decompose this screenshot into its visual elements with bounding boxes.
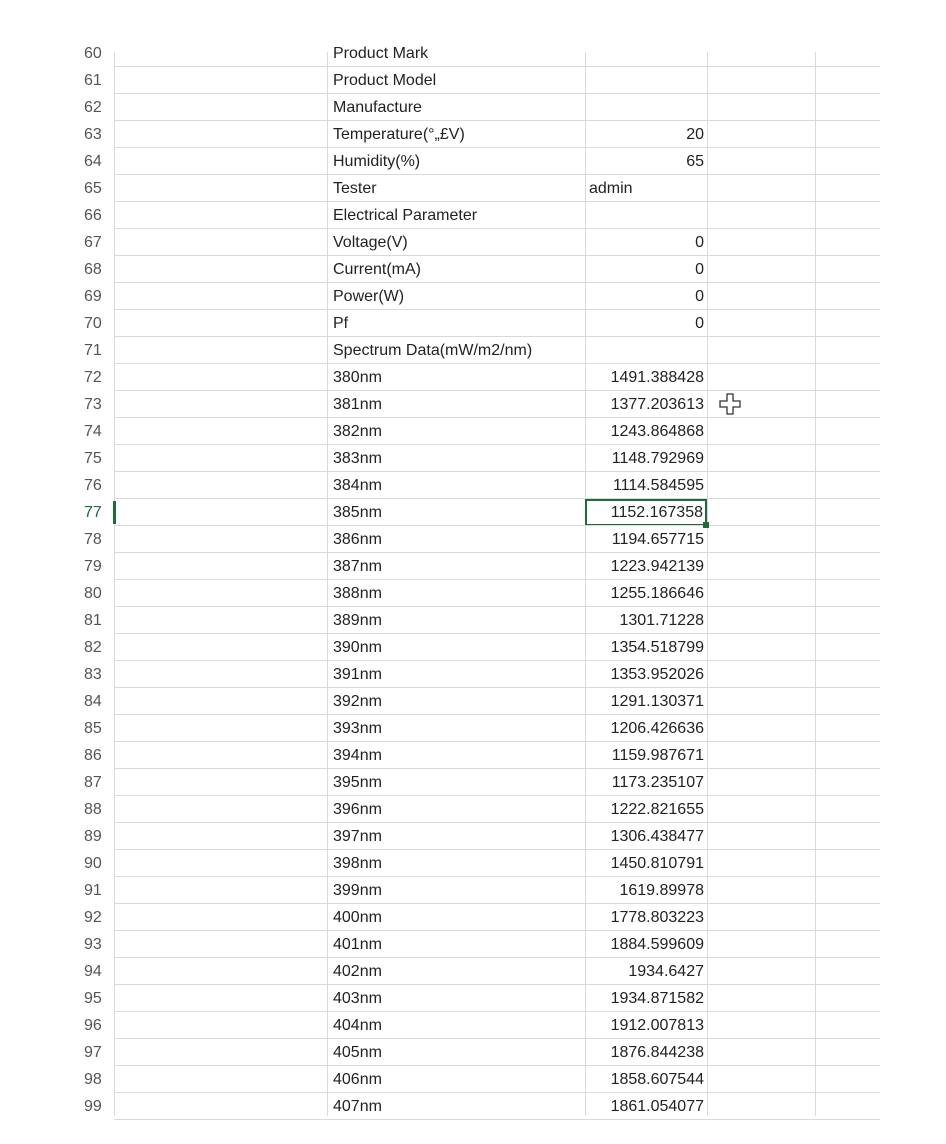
cell-value[interactable]: 1861.054077 [610,1098,704,1115]
table-row[interactable] [0,985,946,1012]
table-row[interactable] [0,472,946,499]
cell-value[interactable] [585,202,707,229]
row-number[interactable]: 89 [84,828,102,845]
table-row[interactable] [0,742,946,769]
cell-label[interactable]: Product Mark [333,45,429,62]
row-number[interactable]: 74 [84,423,102,440]
cell-value[interactable]: 1291.130371 [610,693,704,710]
cell-label[interactable]: Electrical Parameter [333,207,478,224]
row-number[interactable]: 61 [84,72,102,89]
cell-value[interactable]: admin [589,180,633,197]
cell-label[interactable]: Manufacture [333,99,422,116]
cell-value[interactable]: 1194.657715 [611,531,704,548]
cell-label[interactable]: Spectrum Data(mW/m2/nm) [333,342,533,359]
cell-value[interactable]: 1491.388428 [610,369,704,386]
cell-label[interactable]: 405nm [333,1044,382,1061]
cell-label[interactable]: 386nm [333,531,382,548]
cell-value[interactable]: 1255.186646 [610,585,704,602]
row-number[interactable]: 70 [84,315,102,332]
cell-label[interactable]: 383nm [333,450,382,467]
cell-label[interactable]: 380nm [333,369,382,386]
table-row[interactable] [0,634,946,661]
row-number[interactable]: 86 [84,747,102,764]
cell-label[interactable]: Pf [333,315,349,332]
table-row[interactable] [0,499,946,526]
row-number[interactable]: 95 [84,990,102,1007]
row-number[interactable]: 71 [84,342,102,359]
cell-value[interactable]: 1353.952026 [610,666,704,683]
cell-label[interactable]: Power(W) [333,288,405,305]
cell-value[interactable]: 1934.871582 [610,990,704,1007]
table-row[interactable] [0,553,946,580]
cell-label[interactable]: 384nm [333,477,382,494]
row-number[interactable]: 78 [84,531,102,548]
cell-value[interactable]: 0 [695,234,704,251]
cell-label[interactable]: 390nm [333,639,382,656]
row-number[interactable]: 82 [84,639,102,656]
table-row[interactable] [0,931,946,958]
row-number[interactable]: 62 [84,99,102,116]
row-number[interactable]: 76 [84,477,102,494]
table-row[interactable] [0,175,946,202]
table-row[interactable] [0,823,946,850]
cell-label[interactable]: Temperature(°„£V) [333,126,465,143]
cell-label[interactable]: 407nm [333,1098,382,1115]
table-row[interactable] [0,364,946,391]
cell-value[interactable]: 1354.518799 [610,639,704,656]
row-number[interactable]: 66 [84,207,102,224]
cell-label[interactable]: 406nm [333,1071,382,1088]
cell-value[interactable]: 20 [686,126,704,143]
cell-value[interactable] [585,337,707,364]
cell-label[interactable]: 392nm [333,693,382,710]
row-number[interactable]: 96 [84,1017,102,1034]
cell-label[interactable]: 398nm [333,855,382,872]
row-number[interactable]: 60 [84,45,102,62]
table-row[interactable] [0,202,946,229]
cell-value[interactable]: 1173.235107 [611,774,704,791]
cell-value[interactable]: 1619.89978 [619,882,704,899]
row-number[interactable]: 64 [84,153,102,170]
cell-value[interactable]: 1912.007813 [610,1017,704,1034]
table-row[interactable] [0,283,946,310]
table-row[interactable] [0,688,946,715]
cell-value[interactable]: 1306.438477 [610,828,704,845]
cell-value[interactable]: 1377.203613 [610,396,704,413]
cell-value[interactable]: 1222.821655 [610,801,704,818]
cell-value[interactable] [585,67,707,94]
cell-value[interactable]: 1114.584595 [612,477,704,494]
row-number[interactable]: 65 [84,180,102,197]
cell-value[interactable]: 1148.792969 [611,450,704,467]
row-number[interactable]: 87 [84,774,102,791]
cell-value[interactable]: 0 [695,261,704,278]
row-number[interactable]: 97 [84,1044,102,1061]
cell-value[interactable] [585,40,707,67]
table-row[interactable] [0,310,946,337]
table-row[interactable] [0,1066,946,1093]
cell-label[interactable]: Product Model [333,72,437,89]
cell-value[interactable]: 1243.864868 [610,423,704,440]
cell-label[interactable]: 389nm [333,612,382,629]
cell-value[interactable]: 0 [695,315,704,332]
cell-value[interactable]: 1858.607544 [610,1071,704,1088]
table-row[interactable] [0,67,946,94]
table-row[interactable] [0,796,946,823]
cell-value[interactable]: 1876.844238 [610,1044,704,1061]
cell-value[interactable]: 1884.599609 [610,936,704,953]
cell-label[interactable]: 393nm [333,720,382,737]
cell-label[interactable]: 397nm [333,828,382,845]
table-row[interactable] [0,715,946,742]
cell-label[interactable]: 399nm [333,882,382,899]
table-row[interactable] [0,148,946,175]
table-row[interactable] [0,94,946,121]
row-number[interactable]: 98 [84,1071,102,1088]
table-row[interactable] [0,661,946,688]
row-number[interactable]: 84 [84,693,102,710]
row-number[interactable]: 92 [84,909,102,926]
cell-label[interactable]: 395nm [333,774,382,791]
row-number[interactable]: 69 [84,288,102,305]
cell-value[interactable]: 0 [695,288,704,305]
active-row-indicator [113,501,116,524]
cell-value[interactable]: 65 [686,153,704,170]
cell-label[interactable]: 403nm [333,990,382,1007]
table-row[interactable] [0,418,946,445]
table-row[interactable] [0,904,946,931]
table-row[interactable] [0,40,946,67]
cell-label[interactable]: 385nm [333,504,382,521]
row-number[interactable]: 67 [84,234,102,251]
table-row[interactable] [0,526,946,553]
table-row[interactable] [0,229,946,256]
row-number[interactable]: 68 [84,261,102,278]
cell-label[interactable]: 402nm [333,963,382,980]
table-row[interactable] [0,1012,946,1039]
row-number[interactable]: 83 [84,666,102,683]
cell-label[interactable]: 381nm [333,396,382,413]
cell-label[interactable]: Humidity(%) [333,153,421,170]
cell-value[interactable]: 1223.942139 [610,558,704,575]
row-number[interactable]: 91 [84,882,102,899]
row-number[interactable]: 79 [84,558,102,575]
row-number[interactable]: 99 [84,1098,102,1115]
cell-label[interactable]: 404nm [333,1017,382,1034]
row-number[interactable]: 80 [84,585,102,602]
table-row[interactable] [0,958,946,985]
row-number[interactable]: 72 [84,369,102,386]
table-row[interactable] [0,580,946,607]
row-number[interactable]: 93 [84,936,102,953]
move-cross-cursor-icon [718,392,742,416]
row-number[interactable]: 73 [84,396,102,413]
cell-label[interactable]: 394nm [333,747,382,764]
table-row[interactable] [0,391,946,418]
cell-value[interactable]: 1450.810791 [610,855,704,872]
row-gridline [114,1119,880,1120]
cell-value[interactable] [585,94,707,121]
table-row[interactable] [0,769,946,796]
cell-label[interactable]: 396nm [333,801,382,818]
cell-label[interactable]: 400nm [333,909,382,926]
cell-value[interactable]: 1778.803223 [610,909,704,926]
row-number[interactable]: 75 [84,450,102,467]
row-number[interactable]: 94 [84,963,102,980]
table-row[interactable] [0,1093,946,1120]
row-number[interactable]: 88 [84,801,102,818]
table-row[interactable] [0,337,946,364]
row-number[interactable]: 63 [84,126,102,143]
selected-cell[interactable]: 1152.167358 [585,499,707,526]
table-row[interactable] [0,256,946,283]
cell-label[interactable]: Voltage(V) [333,234,408,251]
row-number[interactable]: 81 [84,612,102,629]
cell-value[interactable]: 1934.6427 [628,963,704,980]
table-row[interactable] [0,121,946,148]
cell-value[interactable]: 1159.987671 [611,747,704,764]
cell-label[interactable]: 391nm [333,666,382,683]
cell-value[interactable]: 1301.71228 [619,612,704,629]
cell-label[interactable]: Current(mA) [333,261,422,278]
table-row[interactable] [0,607,946,634]
cell-label[interactable]: 387nm [333,558,382,575]
row-number[interactable]: 85 [84,720,102,737]
cell-label[interactable]: 388nm [333,585,382,602]
table-row[interactable] [0,445,946,472]
row-number[interactable]: 77 [84,504,102,521]
cell-label[interactable]: 382nm [333,423,382,440]
cell-label[interactable]: Tester [333,180,377,197]
cell-label[interactable]: 401nm [333,936,382,953]
row-number[interactable]: 90 [84,855,102,872]
cell-value[interactable]: 1206.426636 [610,720,704,737]
table-row[interactable] [0,1039,946,1066]
table-row[interactable] [0,850,946,877]
table-row[interactable] [0,877,946,904]
